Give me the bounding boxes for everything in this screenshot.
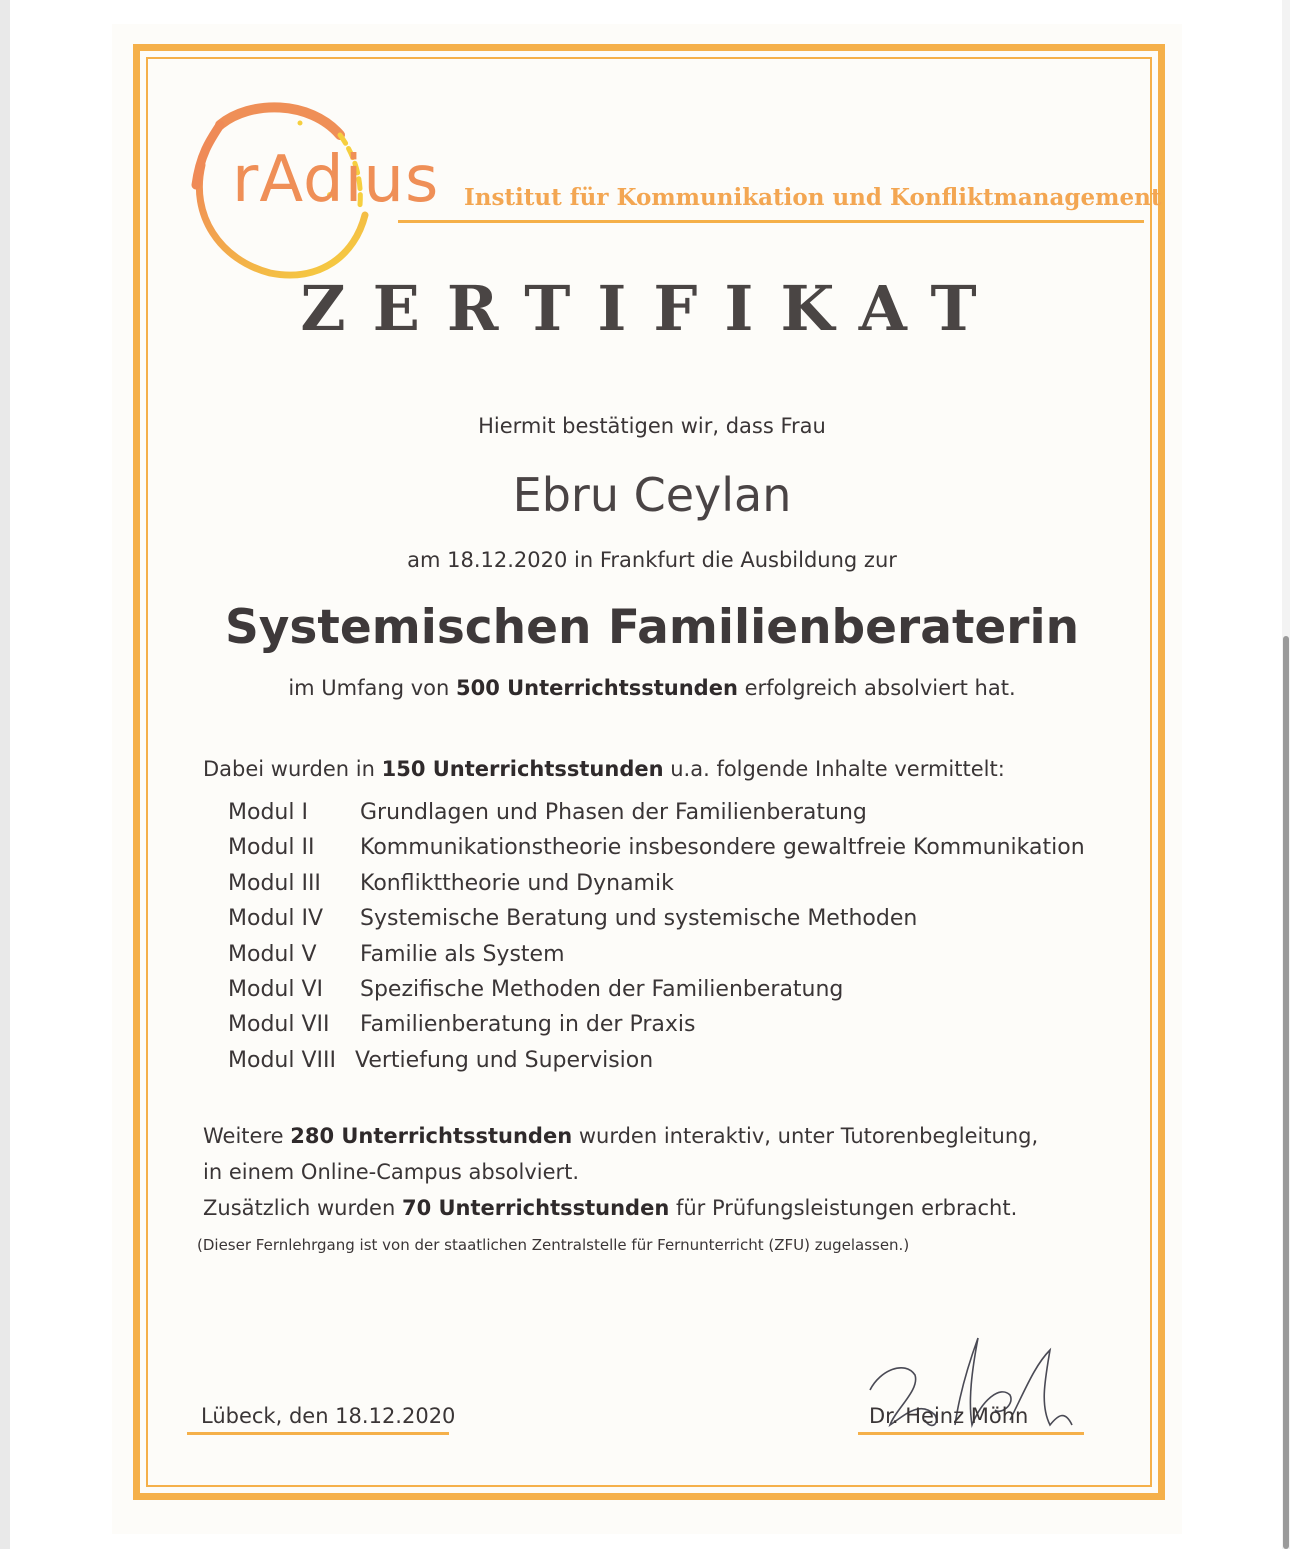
signer-underline	[858, 1432, 1084, 1435]
module-code: Modul VII	[228, 1012, 330, 1038]
module-title: Konflikttheorie und Dynamik	[360, 870, 674, 896]
signer-name: Dr. Heinz Möhn	[869, 1404, 1029, 1428]
online-campus-line: in einem Online-Campus absolviert.	[203, 1160, 580, 1184]
dabei-hours: 150 Unterrichtsstunden	[381, 757, 664, 781]
intro-text: Hiermit bestätigen wir, dass Frau	[478, 414, 826, 438]
scrollbar-track[interactable]	[1282, 0, 1290, 1549]
module-code: Modul III	[228, 870, 321, 896]
scrollbar-thumb[interactable]	[1283, 636, 1289, 1549]
dabei-line: Dabei wurden in 150 Unterrichtsstunden u.a. folgende Inhalte vermittelt:	[203, 757, 1005, 781]
module-row	[228, 835, 1128, 870]
module-row	[228, 1012, 1128, 1047]
module-row	[228, 977, 1128, 1012]
umfang-hours: 500 Unterrichtsstunden	[455, 676, 738, 700]
module-code: Modul V	[228, 941, 317, 967]
certificate-title: ZERTIFIKAT	[300, 272, 1004, 345]
module-code: Modul I	[228, 800, 308, 825]
module-title: Kommunikationstheorie insbesondere gewaltfreie Kommunikation	[360, 835, 1085, 861]
module-row	[228, 871, 1128, 906]
ausbildung-line: am 18.12.2020 in Frankfurt die Ausbildung zur	[407, 548, 897, 572]
module-row	[228, 800, 1128, 835]
umfang-line: im Umfang von 500 Unterrichtsstunden erfolgreich absolviert hat.	[288, 676, 1016, 700]
module-list	[228, 800, 1128, 1083]
module-title: Familie als System	[360, 941, 565, 967]
module-code: Modul VI	[228, 976, 323, 1002]
weitere-hours: 280 Unterrichtsstunden	[290, 1124, 573, 1148]
module-title: Spezifische Methoden der Familienberatung	[360, 976, 844, 1002]
zfu-note: (Dieser Fernlehrgang ist von der staatlichen Zentralstelle für Fernunterricht (ZFU) zugelassen.)	[197, 1236, 910, 1254]
module-title: Familienberatung in der Praxis	[360, 1012, 696, 1038]
module-title: Vertiefung und Supervision	[355, 1047, 654, 1073]
weitere-line: Weitere 280 Unterrichtsstunden wurden interaktiv, unter Tutorenbegleitung,	[203, 1124, 1039, 1148]
degree-title: Systemischen Familienberaterin	[224, 600, 1080, 655]
place-date: Lübeck, den 18.12.2020	[201, 1404, 456, 1428]
module-title: Systemische Beratung und systemische Methoden	[360, 906, 918, 932]
zusaetzlich-hours: 70 Unterrichtsstunden	[401, 1196, 670, 1220]
module-row	[228, 906, 1128, 941]
institute-name: Institut für Kommunikation und Konfliktmanagement	[464, 184, 1162, 211]
module-row	[228, 942, 1128, 977]
institute-underline	[398, 220, 1144, 223]
module-title: Grundlagen und Phasen der Familienberatung	[360, 800, 867, 825]
zusaetzlich-line: Zusätzlich wurden 70 Unterrichtsstunden für Prüfungsleistungen erbracht.	[203, 1196, 1018, 1220]
module-code: Modul II	[228, 835, 315, 861]
module-code: Modul IV	[228, 906, 323, 932]
recipient-name: Ebru Ceylan	[512, 468, 792, 522]
module-code: Modul VIII	[228, 1047, 336, 1073]
place-date-underline	[187, 1432, 449, 1435]
module-row	[228, 1048, 1128, 1083]
radius-logo-wordmark: rAdius	[232, 143, 440, 217]
